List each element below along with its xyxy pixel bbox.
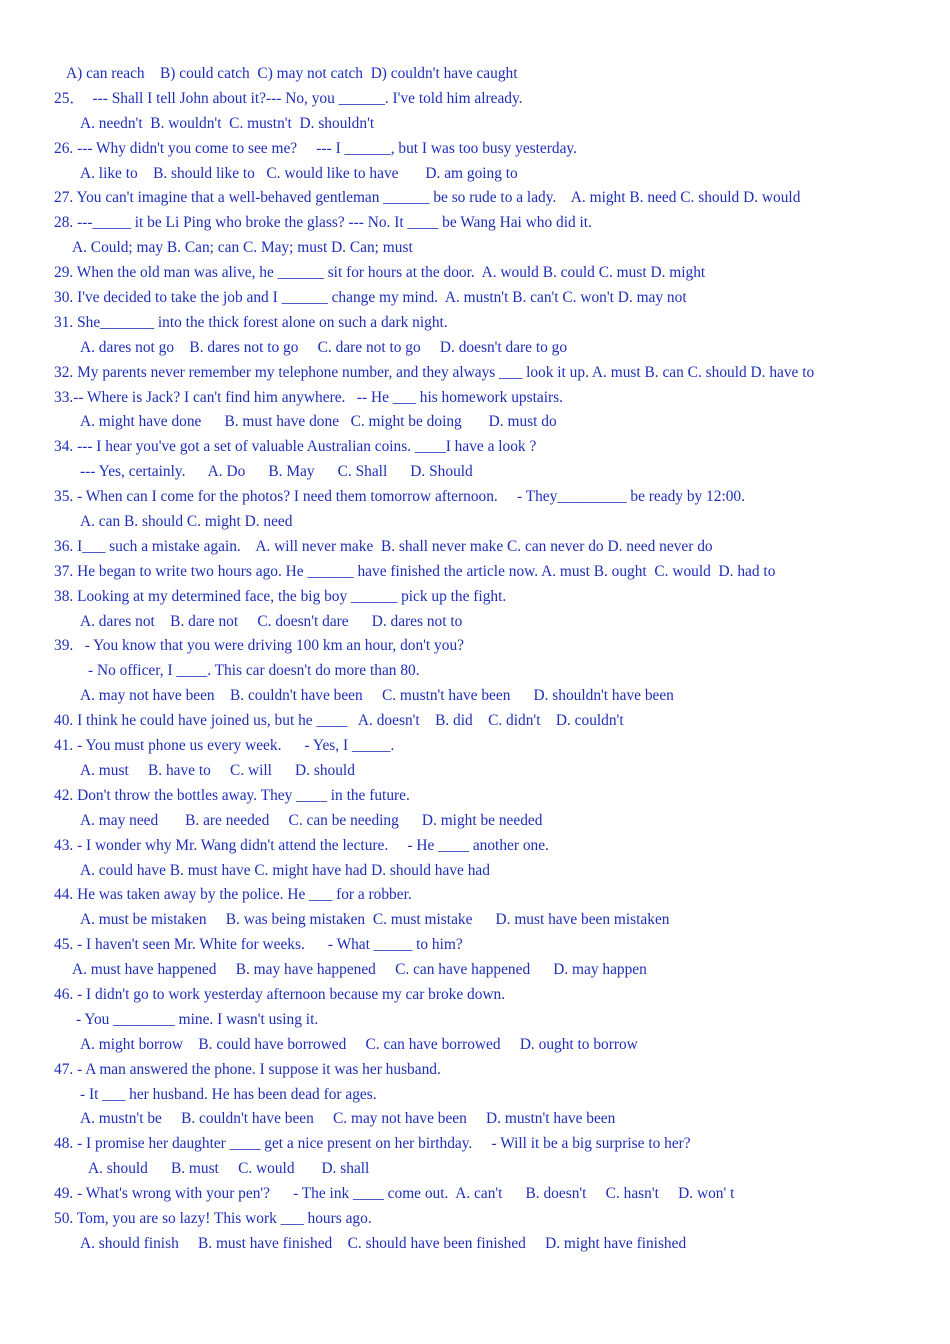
text-line: 38. Looking at my determined face, the big boy ______ pick up the fight. — [54, 587, 507, 605]
text-line: A. dares not B. dare not C. doesn't dare D. dares not to — [80, 612, 463, 630]
text-line: A. like to B. should like to C. would like to have D. am going to — [80, 164, 518, 182]
text-line: - It ___ her husband. He has been dead for ages. — [80, 1085, 377, 1103]
text-line: A. must be mistaken B. was being mistaken C. must mistake D. must have been mistaken — [80, 911, 670, 929]
question-list — [0, 62, 950, 1257]
text-line: A. can B. should C. might D. need — [80, 513, 293, 531]
text-line: A. Could; may B. Can; can C. May; must D. Can; must — [72, 239, 413, 257]
text-line: A. should finish B. must have finished C. should have been finished D. might have finished — [80, 1234, 687, 1252]
text-line: A. needn't B. wouldn't C. mustn't D. shouldn't — [80, 114, 375, 132]
text-line: A. mustn't be B. couldn't have been C. may not have been D. mustn't have been — [80, 1110, 616, 1128]
text-line: 37. He began to write two hours ago. He ______ have finished the article now. A. must B. ought C. would D. had to — [54, 562, 776, 580]
text-line: 50. Tom, you are so lazy! This work ___ hours ago. — [54, 1209, 372, 1227]
text-line: 25． --- Shall I tell John about it?--- No, you ______. I've told him already. — [54, 89, 523, 107]
text-line: 48. - I promise her daughter ____ get a nice present on her birthday. - Will it be a big surprise to her? — [54, 1135, 691, 1153]
text-line: 27. You can't imagine that a well-behaved gentleman ______ be so rude to a lady. A. might B. need C. should D. would — [54, 189, 801, 207]
text-line: - You ________ mine. I wasn't using it. — [76, 1010, 319, 1028]
text-line: --- Yes, certainly. A. Do B. May C. Shall D. Should — [80, 463, 473, 481]
text-line: 43. - I wonder why Mr. Wang didn't attend the lecture. - He ____ another one. — [54, 836, 549, 854]
text-line: 42. Don't throw the bottles away. They ____ in the future. — [54, 786, 410, 804]
text-line: A) can reach B) could catch C) may not catch D) couldn't have caught — [66, 65, 518, 82]
text-line: 45. - I haven't seen Mr. White for weeks. - What _____ to him? — [54, 936, 463, 954]
text-line: A. must B. have to C. will D. should — [80, 761, 355, 779]
text-line: 41. - You must phone us every week. - Yes, I _____. — [54, 737, 395, 755]
text-line: 47. - A man answered the phone. I suppose it was her husband. — [54, 1060, 441, 1078]
text-line: 31. She_______ into the thick forest alone on such a dark night. — [54, 313, 448, 331]
text-line: A. dares not go B. dares not to go C. dare not to go D. doesn't dare to go — [80, 338, 568, 356]
text-line: 34. --- I hear you've got a set of valuable Australian coins. ____I have a look ? — [54, 438, 537, 456]
text-line: A. must have happened B. may have happened C. can have happened D. may happen — [72, 961, 647, 979]
text-line: 40. I think he could have joined us, but he ____ A. doesn't B. did C. didn't D. couldn't — [54, 712, 624, 730]
text-line: A. may not have been B. couldn't have been C. mustn't have been D. shouldn't have been — [80, 687, 674, 705]
text-line: 33.-- Where is Jack? I can't find him anywhere. -- He ___ his homework upstairs. — [54, 388, 563, 406]
text-line: 39. - You know that you were driving 100 km an hour, don't you? — [54, 637, 464, 655]
text-line: A. might have done B. must have done C. might be doing D. must do — [80, 413, 557, 431]
text-line: 32. My parents never remember my telephone number, and they always ___ look it up. A. must B. can C. should D. have to — [54, 363, 815, 381]
text-line: - No officer, I ____. This car doesn't do more than 80. — [88, 662, 420, 680]
text-line: 49. - What's wrong with your pen'? - The ink ____ come out. A. can't B. doesn't C. hasn't D. won' t — [54, 1185, 735, 1203]
text-line: 29. When the old man was alive, he ______ sit for hours at the door. A. would B. could C. must D. might — [54, 264, 706, 282]
text-line: A. might borrow B. could have borrowed C. can have borrowed D. ought to borrow — [80, 1035, 638, 1053]
text-line: A. should B. must C. would D. shall — [88, 1160, 370, 1178]
text-line: 26. --- Why didn't you come to see me? --- I ______, but I was too busy yesterday. — [54, 139, 577, 157]
text-line: 44. He was taken away by the police. He ___ for a robber. — [54, 886, 412, 904]
text-line: 36. I___ such a mistake again. A. will never make B. shall never make C. can never do D. need never do — [54, 537, 713, 555]
text-line: 46. - I didn't go to work yesterday afternoon because my car broke down. — [54, 985, 506, 1003]
text-line: 28. ---_____ it be Li Ping who broke the glass? --- No. It ____ be Wang Hai who did it. — [54, 214, 592, 232]
text-line: 30. I've decided to take the job and I ______ change my mind. A. mustn't B. can't C. won't D. may not — [54, 289, 687, 307]
text-line: 35. - When can I come for the photos? I need them tomorrow afternoon. - They_________ be ready by 12:00. — [54, 488, 745, 506]
text-line: A. could have B. must have C. might have had D. should have had — [80, 861, 490, 879]
text-line: A. may need B. are needed C. can be needing D. might be needed — [80, 811, 543, 829]
